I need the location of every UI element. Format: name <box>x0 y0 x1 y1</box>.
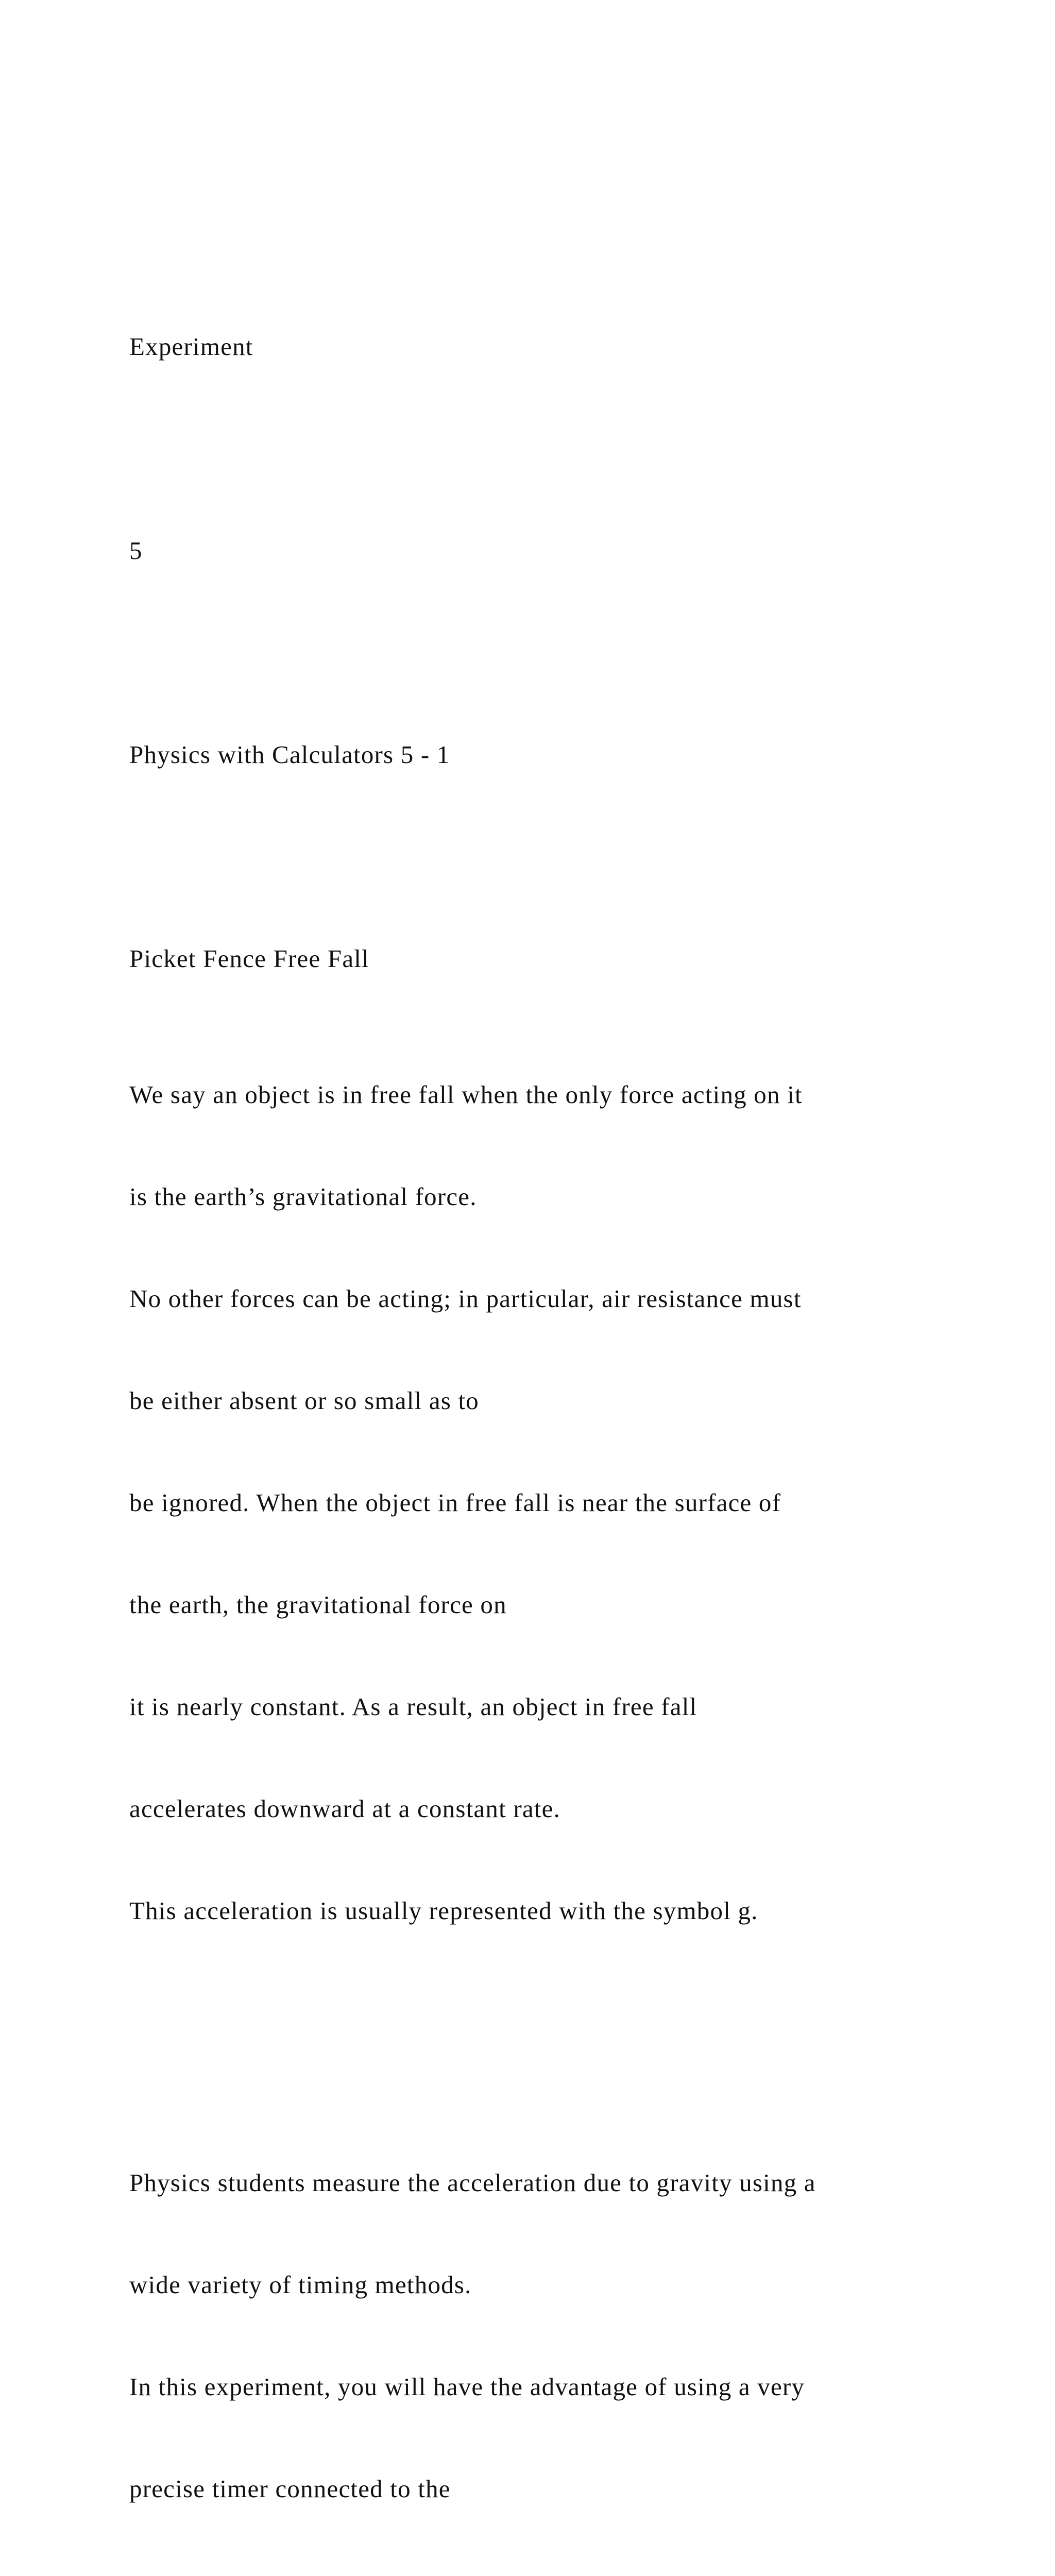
blank-line <box>129 840 1005 874</box>
paragraph-line: This acceleration is usually represented with the symbol g. <box>129 1896 758 1925</box>
document-text <box>129 262 1005 2576</box>
paragraph-line: the earth, the gravitational force on <box>129 1590 507 1619</box>
experiment-number: 5 <box>129 536 143 565</box>
paragraph-line: be either absent or so small as to <box>129 1386 479 1415</box>
paragraph-line: In this experiment, you will have the advantage of using a very <box>129 2372 805 2401</box>
paragraph-line: accelerates downward at a constant rate. <box>129 1794 561 1823</box>
blank-line <box>129 2030 1005 2064</box>
paragraph-line: precise timer connected to the <box>129 2475 451 2503</box>
paragraph-line <box>129 2574 1005 2576</box>
paragraph-line: No other forces can be acting; in particular, air resistance must <box>129 1284 802 1313</box>
blank-line <box>129 636 1005 670</box>
blank-line <box>129 432 1005 466</box>
paragraph-line: be ignored. When the object in free fall is near the surface of <box>129 1488 781 1517</box>
paragraph-line: wide variety of timing methods. <box>129 2270 472 2299</box>
paragraph-line: it is nearly constant. As a result, an object in free fall <box>129 1692 697 1721</box>
running-header: Physics with Calculators 5 - 1 <box>129 740 450 769</box>
experiment-label: Experiment <box>129 332 253 361</box>
paragraph-line: Physics students measure the acceleration due to gravity using a <box>129 2168 816 2197</box>
document-title: Picket Fence Free Fall <box>129 944 369 973</box>
paragraph-line: is the earth’s gravitational force. <box>129 1182 477 1211</box>
paragraph-line: We say an object is in free fall when the only force acting on it <box>129 1080 803 1109</box>
